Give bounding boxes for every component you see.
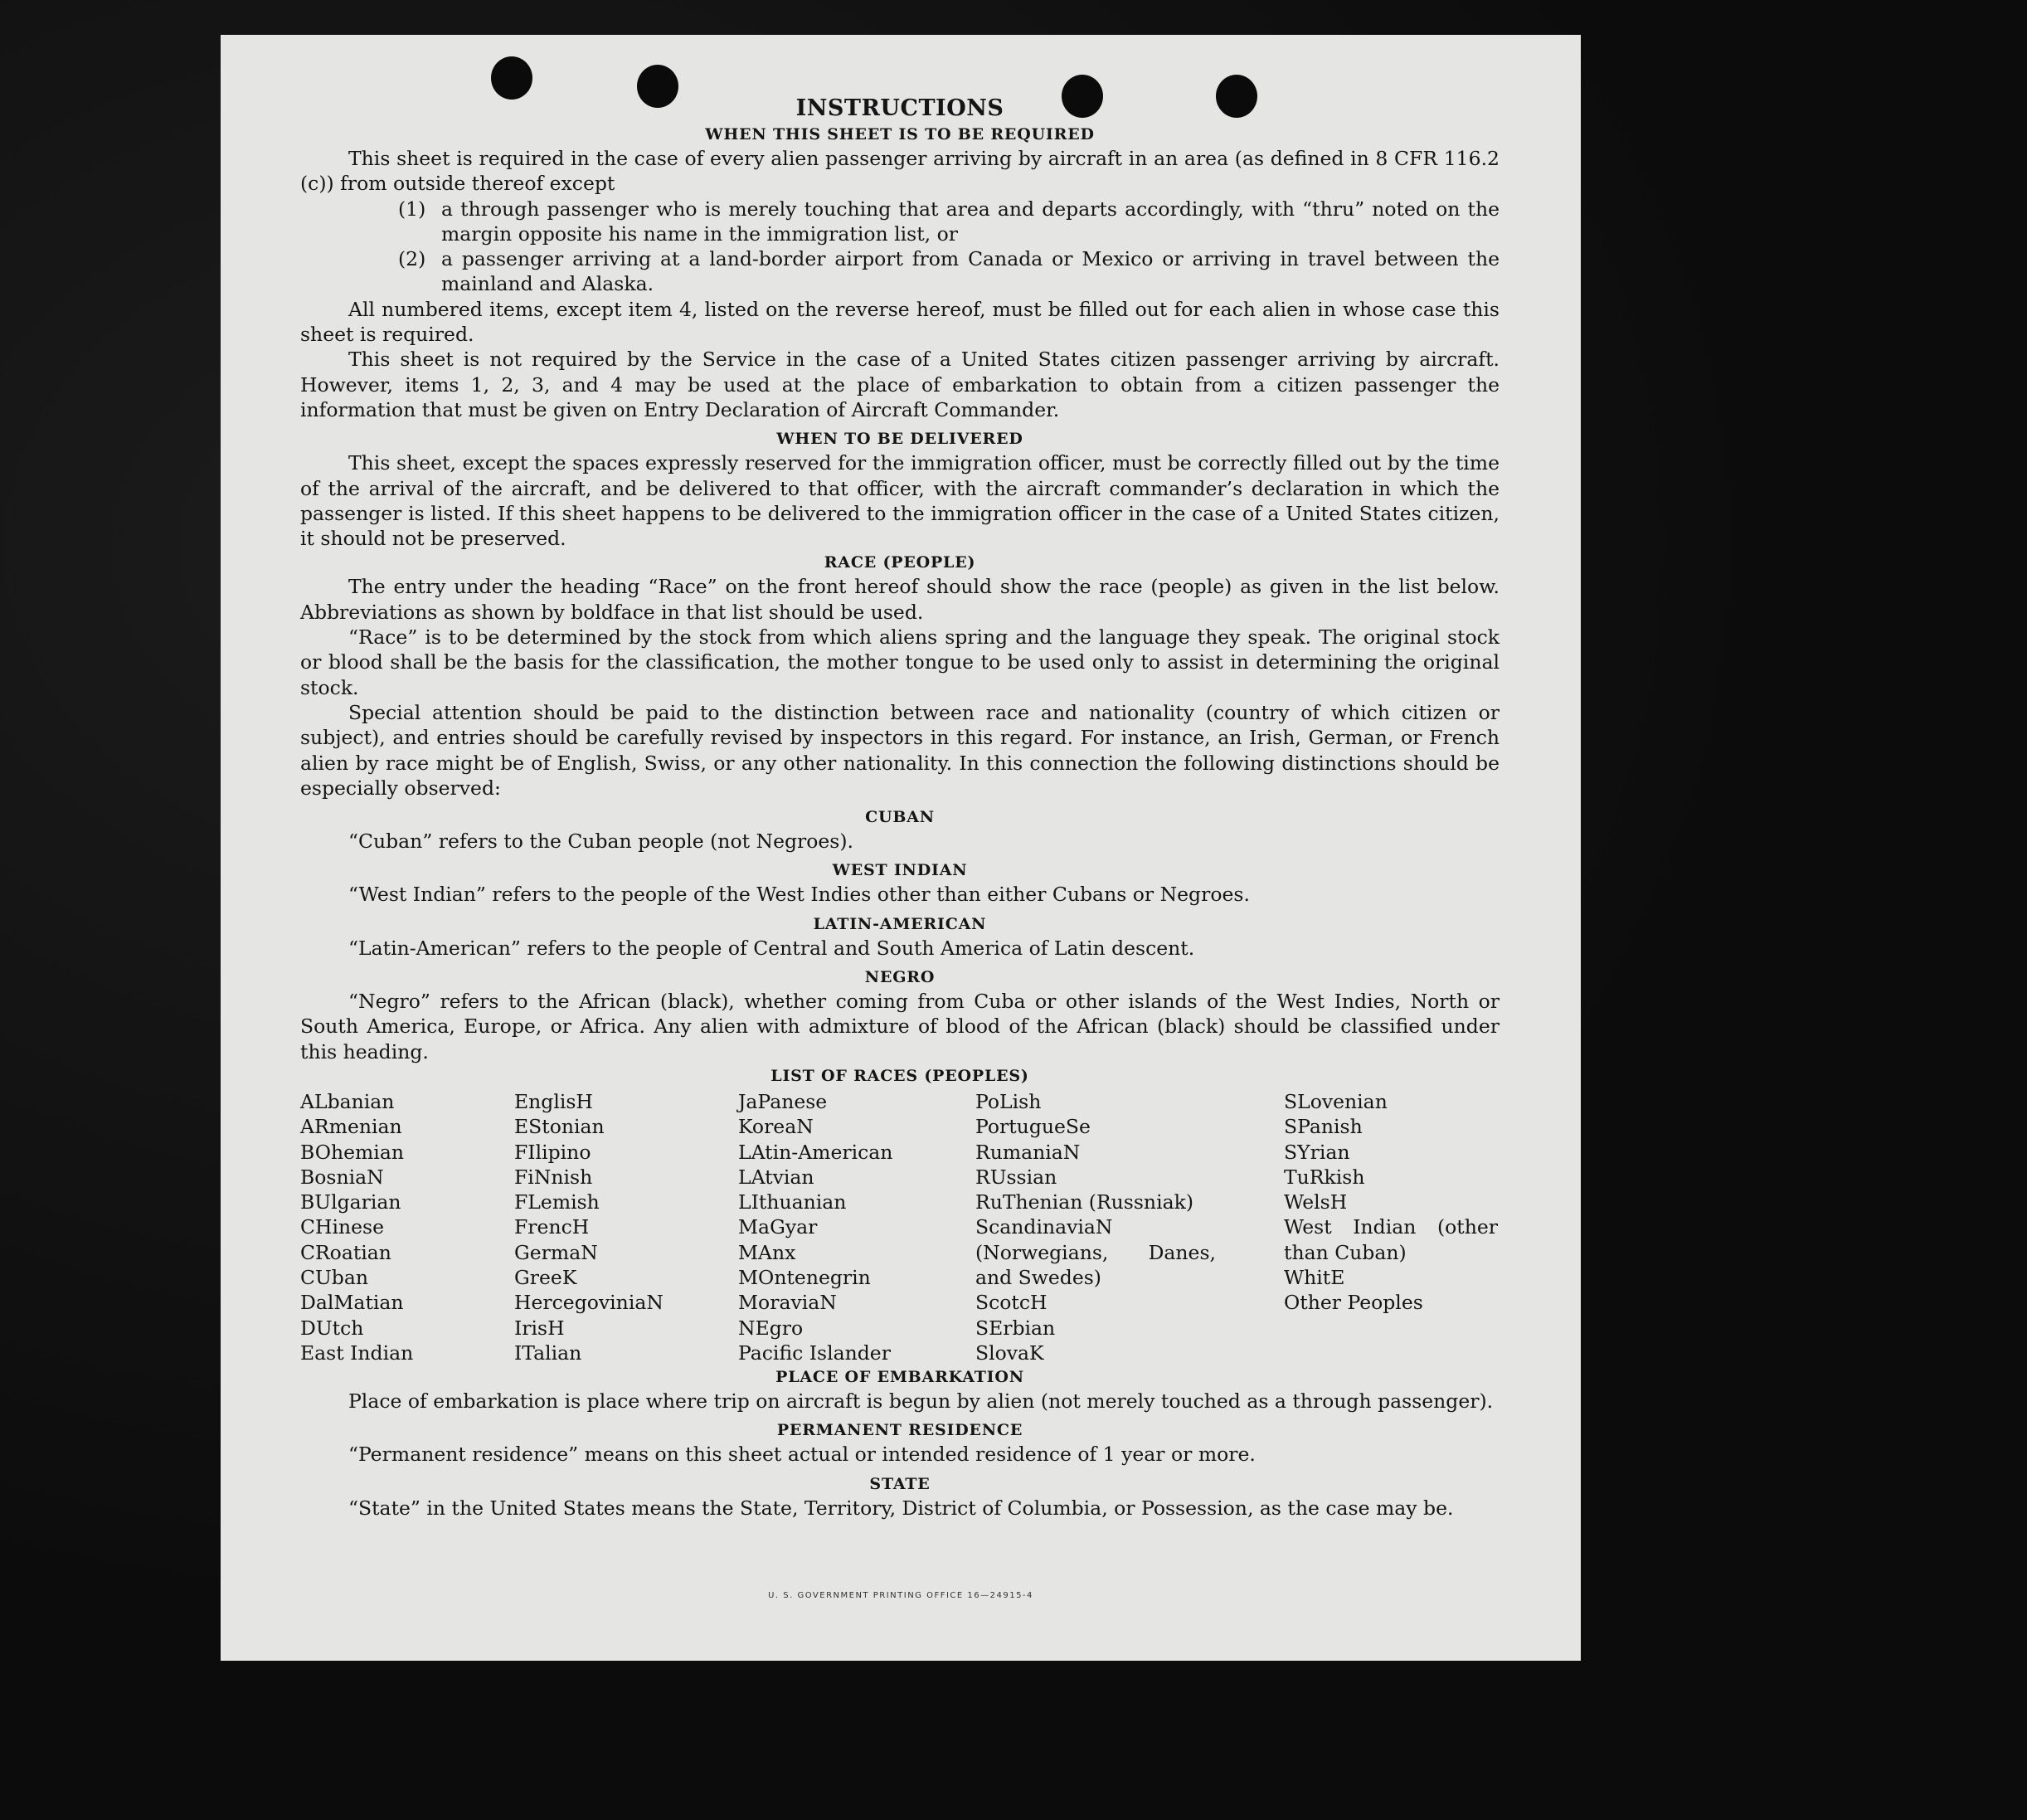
races-column — [738, 1089, 975, 1365]
section-heading-cuban: CUBAN — [865, 808, 935, 827]
punch-hole — [491, 56, 532, 100]
race-entry: KoreaN — [738, 1115, 814, 1139]
race-entry: EStonian — [514, 1115, 605, 1139]
races-column — [975, 1089, 1284, 1365]
race-entry: MaGyar — [738, 1215, 818, 1239]
race-entry: WelsH — [1284, 1190, 1348, 1214]
race-entry: ITalian — [514, 1341, 582, 1365]
race-entry: RumaniaN — [975, 1140, 1081, 1164]
race-entry: ALbanian — [300, 1089, 395, 1113]
race-entry: Pacific Islander — [738, 1341, 891, 1365]
race-entry: FLemish — [514, 1190, 600, 1214]
race-entry: HercegoviniaN — [514, 1291, 664, 1315]
paragraph: This sheet is required in the case of every alien passenger arriving by aircraft in an area (as defined in 8 CFR 116.2 (c)) from outside thereof except — [300, 147, 1500, 196]
race-entry: East Indian — [300, 1341, 414, 1365]
section-heading-embarkation: PLACE OF EMBARKATION — [775, 1368, 1024, 1387]
paragraph: “Race” is to be determined by the stock from which aliens spring and the language they speak. The original stock or blood shall be the basis for the classification, the mother tongue to be used only to assist in determining the original stock. — [300, 625, 1500, 699]
paragraph: This sheet, except the spaces expressly reserved for the immigration officer, must be correctly filled out by the time of the arrival of the aircraft, and be delivered to that officer, with the aircraft commander’s declaration in which the passenger is listed. If this sheet happens to be delivered to the immigration officer in the case of a United States citizen, it should not be preserved. — [300, 451, 1500, 551]
item-text: a passenger arriving at a land-border airport from Canada or Mexico or arriving in travel between the mainland and Alaska. — [441, 247, 1500, 296]
race-entry: GermaN — [514, 1240, 598, 1264]
document-content — [300, 95, 1500, 1521]
race-entry: SPanish — [1284, 1115, 1363, 1139]
printer-imprint: U. S. GOVERNMENT PRINTING OFFICE 16—24915-4 — [768, 1591, 1033, 1600]
item-text: a through passenger who is merely touching that area and departs accordingly, with “thru” noted on the margin opposite his name in the immigration list, or — [441, 197, 1500, 246]
race-entry: BOhemian — [300, 1140, 404, 1164]
race-entry: FrencH — [514, 1215, 590, 1239]
paragraph: “Negro” refers to the African (black), whether coming from Cuba or other islands of the West Indies, North or South America, Europe, or Africa. Any alien with admixture of blood of the African (black) should be classified under this heading. — [300, 990, 1500, 1063]
race-entry: LAtin-American — [738, 1140, 893, 1164]
race-entry: NEgro — [738, 1316, 804, 1340]
paragraph: All numbered items, except item 4, listed on the reverse hereof, must be filled out for each alien in whose case this sheet is required. — [300, 297, 1500, 347]
race-entry: CRoatian — [300, 1240, 391, 1264]
race-entry: LIthuanian — [738, 1190, 847, 1214]
paragraph: This sheet is not required by the Service in the case of a United States citizen passenger arriving by aircraft. However, items 1, 2, 3, and 4 may be used at the place of embarkation to obtain from a citizen passenger the information that must be given on Entry Declaration of Aircraft Commander. — [300, 348, 1500, 421]
paragraph: Place of embarkation is place where trip on aircraft is begun by alien (not merely touched as a through passenger). — [348, 1389, 1494, 1414]
race-entry: ScandinaviaN (Norwegians, Danes, and Swedes) — [975, 1215, 1216, 1289]
race-entry: WhitE — [1284, 1265, 1345, 1289]
paragraph: “Cuban” refers to the Cuban people (not Negroes). — [348, 830, 854, 854]
item-number: (2) — [398, 247, 426, 271]
section-heading-west-indian: WEST INDIAN — [832, 861, 968, 880]
paragraph: “West Indian” refers to the people of the West Indies other than either Cubans or Negroes. — [348, 883, 1250, 907]
section-heading-list-of-races: LIST OF RACES (PEOPLES) — [770, 1066, 1029, 1085]
race-entry: Other Peoples — [1284, 1291, 1423, 1315]
section-heading-when-delivered: WHEN TO BE DELIVERED — [776, 430, 1023, 449]
race-entry: ARmenian — [300, 1115, 402, 1139]
paragraph: Special attention should be paid to the distinction between race and nationality (country of which citizen or subject), and entries should be carefully revised by inspectors in this regard. For instance, an Irish, German, or French alien by race might be of English, Swiss, or any other nationality. In this connection the following distinctions should be especially observed: — [300, 700, 1500, 800]
section-heading-negro: NEGRO — [864, 968, 936, 987]
exception-item — [300, 246, 1500, 297]
race-entry: RuThenian (Russniak) — [975, 1190, 1193, 1214]
race-entry: PortugueSe — [975, 1115, 1091, 1139]
race-entry: PoLish — [975, 1089, 1042, 1113]
race-entry: SlovaK — [975, 1341, 1044, 1365]
section-heading-race: RACE (PEOPLE) — [824, 553, 976, 572]
race-entry: CHinese — [300, 1215, 384, 1239]
section-heading-residence: PERMANENT RESIDENCE — [776, 1421, 1023, 1440]
race-entry: GreeK — [514, 1265, 577, 1289]
race-entry: ScotcH — [975, 1291, 1048, 1315]
race-entry: West Indian (other than Cuban) — [1284, 1215, 1498, 1264]
races-column — [514, 1089, 738, 1365]
item-number: (1) — [398, 197, 426, 221]
section-heading-latin-american: LATIN-AMERICAN — [813, 914, 987, 933]
document-page — [221, 35, 1581, 1661]
race-entry: FIlipino — [514, 1140, 591, 1164]
section-heading-state: STATE — [869, 1474, 931, 1493]
section-heading-when-required: WHEN THIS SHEET IS TO BE REQUIRED — [705, 125, 1095, 144]
races-list — [300, 1089, 1500, 1365]
paragraph: “Permanent residence” means on this sheet actual or intended residence of 1 year or more. — [348, 1443, 1256, 1467]
paragraph: “State” in the United States means the State, Territory, District of Columbia, or Possession, as the case may be. — [348, 1496, 1454, 1520]
race-entry: IrisH — [514, 1316, 565, 1340]
race-entry: BUlgarian — [300, 1190, 401, 1214]
race-entry: CUban — [300, 1265, 368, 1289]
race-entry: SLovenian — [1284, 1089, 1388, 1113]
race-entry: MoraviaN — [738, 1291, 837, 1315]
race-entry: FiNnish — [514, 1165, 593, 1189]
race-entry: SErbian — [975, 1316, 1056, 1340]
race-entry: BosniaN — [300, 1165, 384, 1189]
race-entry: EnglisH — [514, 1089, 593, 1113]
paragraph: The entry under the heading “Race” on the front hereof should show the race (people) as given in the list below. Abbreviations as shown by boldface in that list should be used. — [300, 575, 1500, 624]
page-title: INSTRUCTIONS — [795, 95, 1004, 121]
race-entry: DUtch — [300, 1316, 364, 1340]
races-column — [1284, 1089, 1500, 1365]
paragraph: “Latin-American” refers to the people of Central and South America of Latin descent. — [348, 936, 1195, 960]
race-entry: MAnx — [738, 1240, 796, 1264]
race-entry: LAtvian — [738, 1165, 814, 1189]
race-entry: MOntenegrin — [738, 1265, 871, 1289]
races-column — [300, 1089, 514, 1365]
race-entry: DalMatian — [300, 1291, 404, 1315]
race-entry: JaPanese — [738, 1089, 828, 1113]
exception-item — [300, 197, 1500, 247]
race-entry: RUssian — [975, 1165, 1057, 1189]
race-entry: SYrian — [1284, 1140, 1350, 1164]
race-entry: TuRkish — [1284, 1165, 1365, 1189]
